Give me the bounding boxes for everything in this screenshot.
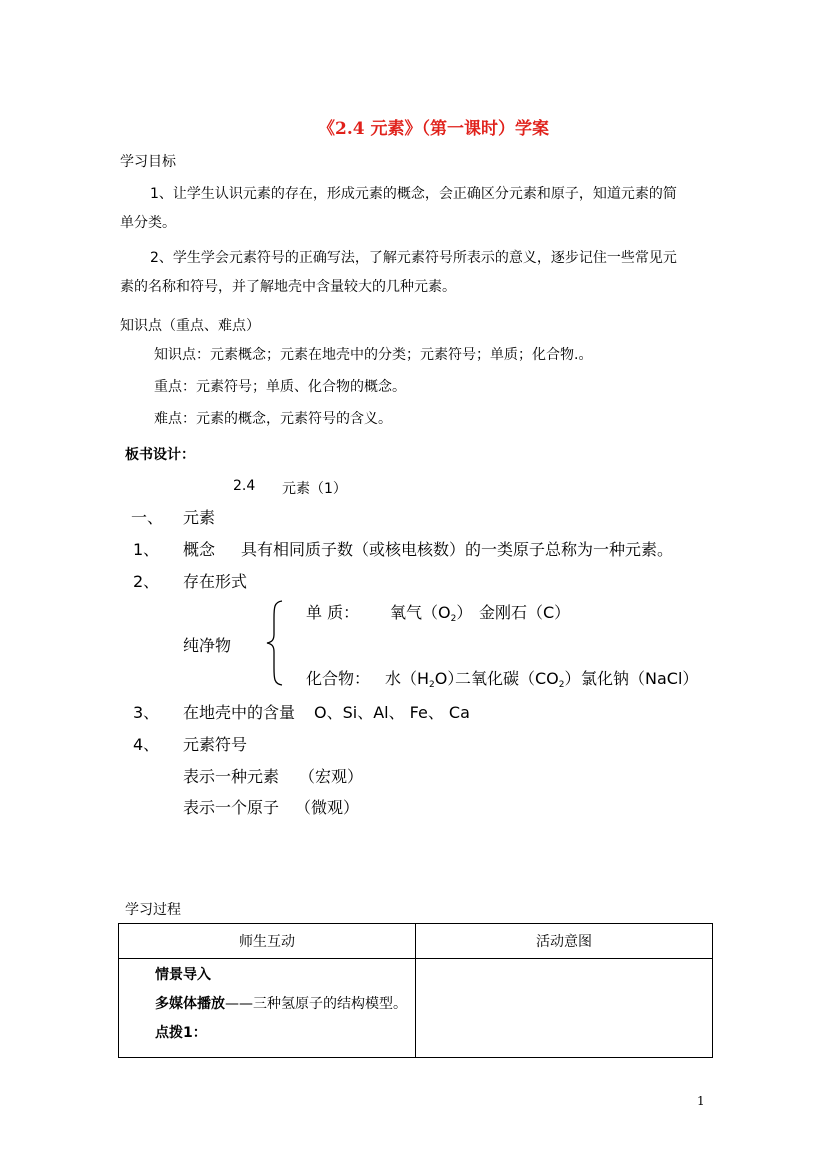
process-table — [118, 923, 713, 1058]
goal-2-line-1: 2、学生学会元素符号的正确写法，了解元素符号所表示的意义，逐步记住一些常见元 — [150, 250, 677, 266]
section-1-title: 元素 — [183, 508, 216, 527]
symbol-meaning-micro: 表示一个原子 — [183, 798, 280, 817]
compound-example-co2: 二氧化碳$(CO_2)$ — [455, 669, 581, 690]
table-row — [119, 959, 713, 1058]
symbol-meaning-macro: 表示一种元素 — [183, 767, 280, 786]
board-subtitle-number: 2.4 — [233, 478, 256, 494]
item-3-number: 3、 — [133, 703, 160, 722]
element-label: 单 质： — [306, 603, 360, 622]
item-4-number: 4、 — [133, 735, 160, 754]
knowledge-points: 知识点：元素概念；元素在地壳中的分类；元素符号；单质；化合物.。 — [154, 347, 593, 363]
compound-example-nacl: 氯化钠（NaCl） — [581, 669, 699, 688]
item-1-definition: 具有相同质子数（或核电核数）的一类原子总称为一种元素。 — [241, 540, 674, 559]
knowledge-key: 重点：元素符号；单质、化合物的概念。 — [154, 379, 406, 395]
item-2-number: 2、 — [133, 572, 160, 591]
compound-label: 化合物： — [306, 669, 371, 688]
pure-substance-label: 纯净物 — [183, 636, 232, 655]
item-4-title: 元素符号 — [183, 735, 248, 754]
interaction-cell — [119, 959, 416, 1058]
knowledge-heading: 知识点（重点、难点） — [120, 318, 260, 334]
compound-example-water: 水$(H_2O)$ — [385, 669, 464, 690]
page-title: 《2.4 元素》（第一课时）学案 — [318, 119, 549, 139]
section-1-number: 一、 — [131, 508, 164, 527]
goals-heading: 学习目标 — [120, 154, 176, 170]
item-1-label: 概念 — [183, 540, 216, 559]
process-heading: 学习过程 — [125, 902, 181, 918]
column-header-intent: 活动意图 — [416, 924, 713, 959]
scene-intro: 情景导入 — [155, 967, 211, 983]
element-example-oxygen: 氧气$(O_2)$ — [390, 603, 473, 624]
goal-1-line-2: 单分类。 — [120, 215, 176, 231]
column-header-interaction: 师生互动 — [119, 924, 416, 959]
goal-2-line-2: 素的名称和符号，并了解地壳中含量较大的几种元素。 — [120, 279, 456, 295]
element-example-diamond: 金刚石（C） — [479, 603, 571, 622]
curly-brace-icon — [266, 600, 284, 686]
item-1-number: 1、 — [133, 540, 160, 559]
item-2-title: 存在形式 — [183, 572, 248, 591]
hint-1: 点拨1： — [155, 1025, 207, 1041]
intent-cell — [416, 959, 713, 1058]
macro-tag: （宏观） — [299, 767, 364, 786]
board-heading: 板书设计： — [125, 447, 195, 463]
item-3-elements: O、Si、Al、 Fe、 Ca — [314, 703, 470, 722]
item-3-title: 在地壳中的含量 — [183, 703, 296, 722]
knowledge-difficult: 难点：元素的概念，元素符号的含义。 — [154, 411, 392, 427]
board-subtitle: 元素（1） — [282, 481, 347, 497]
page-number: 1 — [697, 1094, 705, 1108]
goal-1-line-1: 1、让学生认识元素的存在，形成元素的概念，会正确区分元素和原子，知道元素的简 — [150, 186, 677, 202]
multimedia-line: 多媒体播放——三种氢原子的结构模型。 — [155, 996, 407, 1012]
micro-tag: （微观） — [295, 798, 360, 817]
table-header-row — [119, 924, 713, 959]
